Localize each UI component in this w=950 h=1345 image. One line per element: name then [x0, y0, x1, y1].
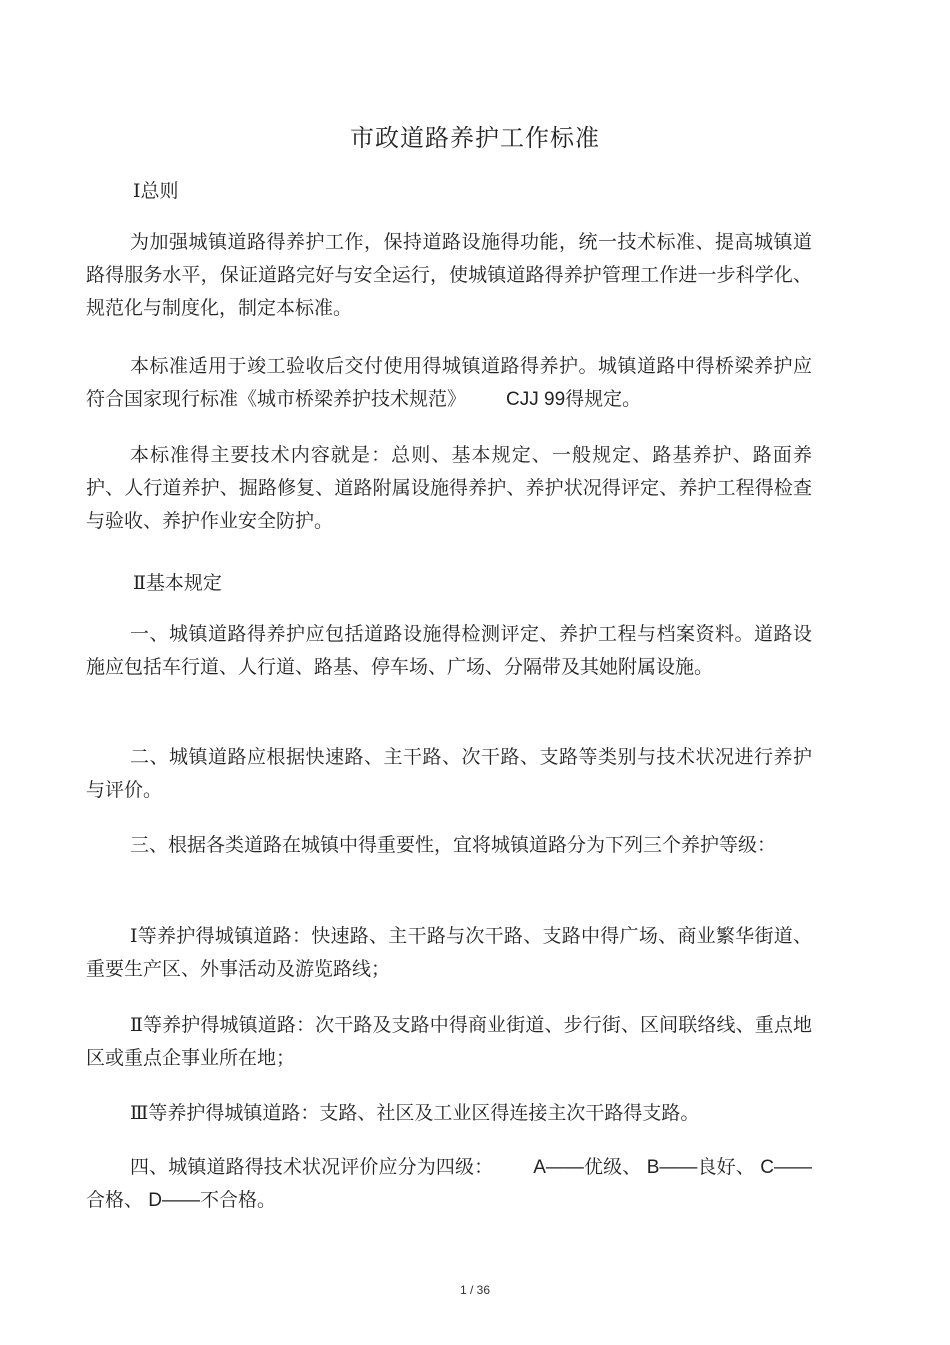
paragraph-grade-2: Ⅱ等养护得城镇道路：次干路及支路中得商业街道、步行街、区间联络线、重点地区或重点企事业所在地；	[86, 1014, 812, 1069]
standard-code: CJJ 99	[506, 389, 566, 410]
paragraph-grade-1: Ⅰ等养护得城镇道路：快速路、主干路与次干路、支路中得广场、商业繁华街道、重要生产区、外事活动及游览路线；	[86, 925, 812, 980]
paragraph-scope-text: 本标准适用于竣工验收后交付使用得城镇道路得养护。城镇道路中得桥梁养护应符合国家现行标准《城市桥梁养护技术规范》	[86, 355, 812, 410]
paragraph-rule-3: 三、根据各类道路在城镇中得重要性，宜将城镇道路分为下列三个养护等级：	[130, 834, 777, 856]
paragraph-scope	[86, 350, 812, 416]
paragraph-purpose: 为加强城镇道路得养护工作，保持道路设施得功能，统一技术标准、提高城镇道路得服务水平，保证道路完好与安全运行，使城镇道路得养护管理工作进一步科学化、规范化与制度化，制定本标准。	[86, 231, 812, 319]
document-title: 市政道路养护工作标准	[350, 124, 600, 152]
paragraph-rule-4	[86, 1151, 812, 1217]
paragraph-rule-1: 一、城镇道路得养护应包括道路设施得检测评定、养护工程与档案资料。道路设施应包括车行道、人行道、路基、停车场、广场、分隔带及其她附属设施。	[86, 623, 812, 678]
section-heading-basic-rules: Ⅱ基本规定	[133, 572, 222, 594]
paragraph-grade-3: Ⅲ等养护得城镇道路：支路、社区及工业区得连接主次干路得支路。	[130, 1102, 700, 1124]
paragraph-rule-4-text: 四、城镇道路得技术状况评价应分为四级：	[130, 1156, 494, 1178]
grade-levels: A——优级、 B——良好、 C——合格、 D——不合格。	[86, 1157, 812, 1211]
paragraph-contents: 本标准得主要技术内容就是：总则、基本规定、一般规定、路基养护、路面养护、人行道养护、掘路修复、道路附属设施得养护、养护状况得评定、养护工程得检查与验收、养护作业安全防护。	[86, 444, 812, 532]
paragraph-rule-2: 二、城镇道路应根据快速路、主干路、次干路、支路等类别与技术状况进行养护与评价。	[86, 746, 812, 801]
page-indicator: 1 / 36	[459, 1283, 491, 1297]
paragraph-scope-tail: 得规定。	[565, 388, 642, 410]
section-heading-general: Ⅰ总则	[133, 180, 179, 202]
